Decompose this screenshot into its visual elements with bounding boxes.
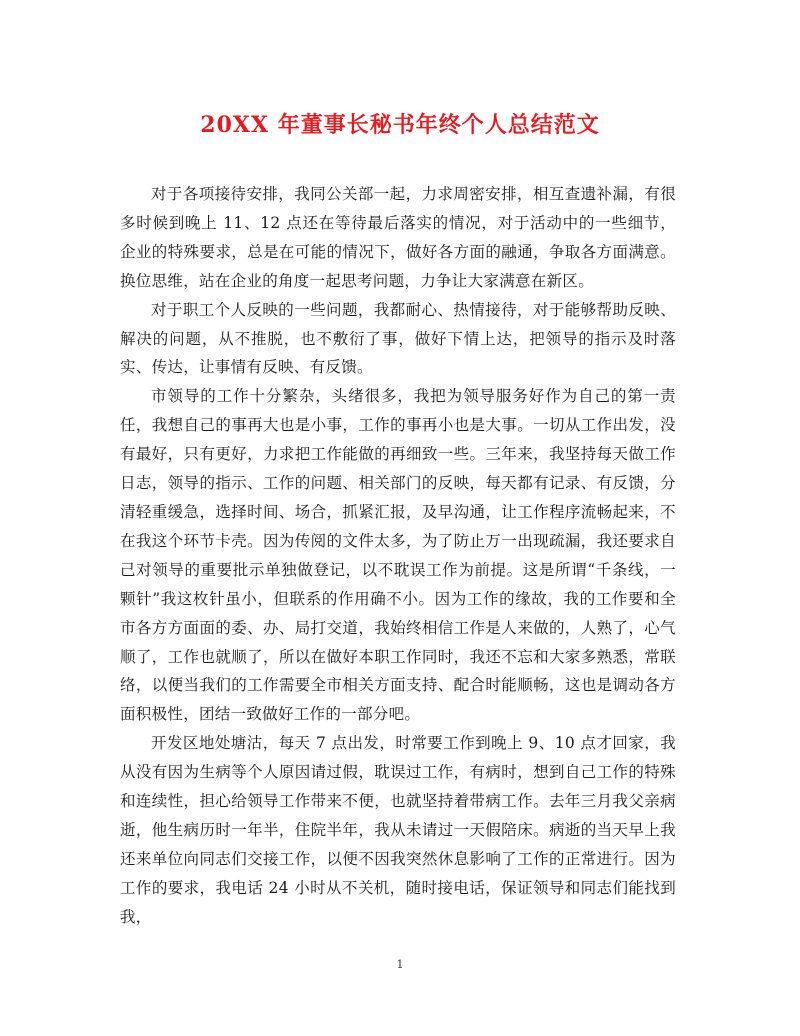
document-body [120, 180, 676, 932]
paragraph: 开发区地处塘沽，每天 7 点出发，时常要工作到晚上 9、10 点才回家，我从没有因为生病等个人原因请过假，耽误过工作，有病时，想到自己工作的特殊和连续性，担心给领导工作带来不便，也就坚持着带病工作。去年三月我父亲病逝，他生病历时一年半，住院半年，我从未请过一天假陪床。病逝的当天早上我还来单位向同志们交接工作，以便不因我突然休息影响了工作的正常进行。因为工作的要求，我电话 24 小时从不关机，随时接电话，保证领导和同志们能找到我， [120, 734, 676, 926]
paragraph: 对于各项接待安排，我同公关部一起，力求周密安排，相互查遗补漏，有很多时候到晚上 11、12 点还在等待最后落实的情况，对于活动中的一些细节，企业的特殊要求，总是在可能的情况下，做好各方面的融通，争取各方面满意。换位思维，站在企业的角度一起思考问题，力争让大家满意在新区。 [120, 185, 676, 290]
paragraph: 对于职工个人反映的一些问题，我都耐心、热情接待，对于能够帮助反映、解决的问题，从不推脱，也不敷衍了事，做好下情上达，把领导的指示及时落实、传达，让事情有反映、有反馈。 [120, 300, 676, 377]
page-number: 1 [396, 958, 404, 971]
paragraph: 市领导的工作十分繁杂，头绪很多，我把为领导服务好作为自己的第一责任，我想自己的事再大也是小事，工作的事再小也是大事。一切从工作出发，没有最好，只有更好，力求把工作能做的再细致一些。三年来，我坚持每天做工作日志，领导的指示、工作的问题、相关部门的反映，每天都有记录、有反馈，分清轻重缓急，选择时间、场合，抓紧汇报，及早沟通，让工作程序流畅起来，不在我这个环节卡壳。因为传阅的文件太多，为了防止万一出现疏漏，我还要求自己对领导的重要批示单独做登记，以不耽误工作为前提。这是所谓“千条线，一颗针”我这枚针虽小，但联系的作用确不小。因为工作的缘故，我的工作要和全市各方方面面的委、办、局打交道，我始终相信工作是人来做的，人熟了，心气顺了，工作也就顺了，所以在做好本职工作同时，我还不忘和大家多熟悉，常联络，以便当我们的工作需要全市相关方面支持、配合时能顺畅，这也是调动各方面积极性，团结一致做好工作的一部分吧。 [120, 387, 676, 724]
document-title: 20XX 年董事长秘书年终个人总结范文 [200, 112, 600, 138]
